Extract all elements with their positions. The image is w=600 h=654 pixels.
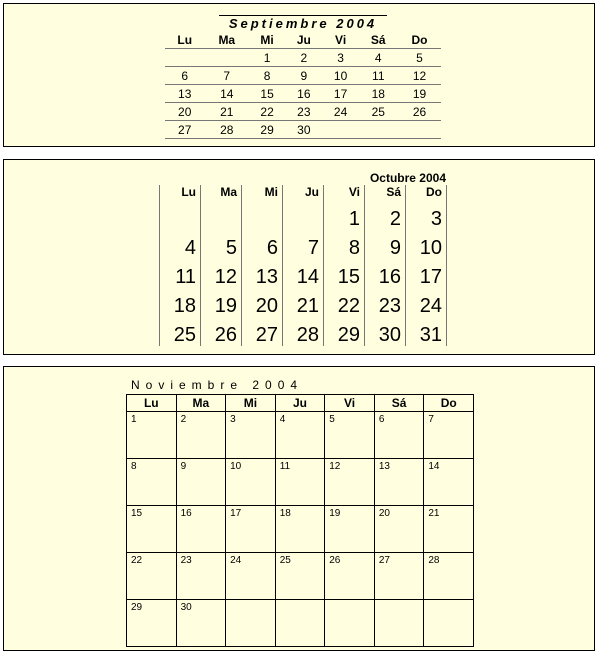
day-cell (325, 600, 375, 647)
day-cell: 29 (127, 600, 177, 647)
day-cell: 16 (285, 85, 323, 103)
weekday-header: Vi (335, 33, 347, 47)
week-row (165, 67, 441, 85)
day-cell: 26 (201, 317, 242, 346)
day-cell: 17 (226, 506, 276, 553)
day-cell: 17 (323, 85, 359, 103)
day-cell: 2 (285, 49, 323, 67)
calendar-title: Octubre 2004 (369, 171, 446, 185)
week-row (127, 412, 474, 459)
day-cell: 20 (374, 506, 424, 553)
day-cell: 9 (285, 67, 323, 85)
day-cell: 27 (242, 317, 283, 346)
day-cell: 22 (127, 553, 177, 600)
day-cell: 7 (283, 230, 324, 259)
day-cell: 21 (204, 103, 249, 121)
calendar-panel-september (3, 3, 595, 147)
day-cell: 30 (285, 121, 323, 139)
weekday-header: Do (424, 395, 474, 412)
day-cell: 6 (374, 412, 424, 459)
day-cell: 10 (323, 67, 359, 85)
day-cell: 19 (201, 288, 242, 317)
week-row (127, 600, 474, 647)
week-row (165, 49, 441, 67)
day-cell: 28 (283, 317, 324, 346)
calendar-title: Septiembre 2004 (219, 15, 387, 32)
day-cell: 1 (127, 412, 177, 459)
weekday-header: Ju (283, 185, 324, 201)
weekday-header: Vi (324, 185, 365, 201)
calendar-panel-november (3, 366, 595, 651)
day-cell: 11 (160, 259, 201, 288)
day-cell: 27 (165, 121, 204, 139)
day-cell: 4 (160, 230, 201, 259)
day-cell (323, 121, 359, 139)
day-cell (204, 49, 249, 67)
week-row (160, 259, 447, 288)
week-row (160, 230, 447, 259)
day-cell: 8 (249, 67, 285, 85)
day-cell: 23 (365, 288, 406, 317)
day-cell: 3 (226, 412, 276, 459)
calendar-grid (165, 32, 441, 139)
weekday-header: Lu (177, 33, 193, 47)
week-row (160, 201, 447, 230)
week-row (165, 103, 441, 121)
weekday-header: Do (411, 33, 428, 47)
day-cell: 28 (204, 121, 249, 139)
day-cell: 14 (424, 459, 474, 506)
weekday-header: Ma (218, 33, 236, 47)
day-cell: 25 (275, 553, 325, 600)
day-cell (226, 600, 276, 647)
weekday-header: Ma (201, 185, 242, 201)
day-cell: 15 (324, 259, 365, 288)
week-row (127, 506, 474, 553)
day-cell (275, 600, 325, 647)
day-cell: 12 (325, 459, 375, 506)
day-cell: 19 (398, 85, 441, 103)
day-cell: 21 (283, 288, 324, 317)
weekday-header: Mi (260, 33, 274, 47)
day-cell: 12 (398, 67, 441, 85)
day-cell: 25 (160, 317, 201, 346)
day-cell: 14 (204, 85, 249, 103)
week-row (165, 121, 441, 139)
weekday-header: Sá (370, 33, 386, 47)
day-cell: 11 (275, 459, 325, 506)
day-cell: 3 (406, 201, 447, 230)
day-cell: 26 (398, 103, 441, 121)
calendar-october (159, 171, 447, 346)
day-cell: 23 (176, 553, 226, 600)
weekday-header: Do (406, 185, 447, 201)
day-cell: 6 (165, 67, 204, 85)
day-cell: 13 (242, 259, 283, 288)
weekday-header: Sá (365, 185, 406, 201)
day-cell: 5 (201, 230, 242, 259)
day-cell: 22 (249, 103, 285, 121)
day-cell: 9 (176, 459, 226, 506)
day-cell: 20 (165, 103, 204, 121)
day-cell: 8 (324, 230, 365, 259)
day-cell: 3 (323, 49, 359, 67)
day-cell: 9 (365, 230, 406, 259)
day-cell: 28 (424, 553, 474, 600)
day-cell: 1 (324, 201, 365, 230)
calendar-panel-october (3, 159, 595, 355)
day-cell: 30 (365, 317, 406, 346)
day-cell: 10 (226, 459, 276, 506)
day-cell (374, 600, 424, 647)
day-cell: 30 (176, 600, 226, 647)
day-cell: 29 (324, 317, 365, 346)
weekday-header: Lu (127, 395, 177, 412)
weekday-header: Ju (275, 395, 325, 412)
weekday-header: Ju (296, 33, 311, 47)
weekday-header: Mi (226, 395, 276, 412)
day-cell: 15 (127, 506, 177, 553)
day-cell: 24 (323, 103, 359, 121)
calendar-september (165, 15, 441, 139)
day-cell: 27 (374, 553, 424, 600)
weekday-header: Vi (325, 395, 375, 412)
day-cell: 20 (242, 288, 283, 317)
week-row (127, 553, 474, 600)
weekday-header: Mi (242, 185, 283, 201)
day-cell (160, 201, 201, 230)
day-cell: 29 (249, 121, 285, 139)
weekday-header: Ma (176, 395, 226, 412)
day-cell: 23 (285, 103, 323, 121)
calendar-grid (159, 185, 447, 346)
day-cell: 13 (374, 459, 424, 506)
day-cell: 16 (365, 259, 406, 288)
week-row (160, 317, 447, 346)
day-cell: 10 (406, 230, 447, 259)
day-cell: 17 (406, 259, 447, 288)
day-cell: 8 (127, 459, 177, 506)
day-cell: 22 (324, 288, 365, 317)
day-cell: 31 (406, 317, 447, 346)
day-cell: 19 (325, 506, 375, 553)
day-cell: 2 (365, 201, 406, 230)
day-cell: 1 (249, 49, 285, 67)
day-cell: 24 (226, 553, 276, 600)
day-cell: 26 (325, 553, 375, 600)
day-cell: 7 (204, 67, 249, 85)
day-cell (242, 201, 283, 230)
weekday-header: Lu (160, 185, 201, 201)
day-cell: 21 (424, 506, 474, 553)
day-cell (201, 201, 242, 230)
week-row (127, 459, 474, 506)
day-cell (398, 121, 441, 139)
day-cell: 6 (242, 230, 283, 259)
day-cell: 18 (160, 288, 201, 317)
day-cell: 18 (275, 506, 325, 553)
day-cell (424, 600, 474, 647)
day-cell: 24 (406, 288, 447, 317)
day-cell: 14 (283, 259, 324, 288)
calendar-grid (126, 394, 474, 647)
calendar-november (126, 377, 476, 647)
calendar-title: Noviembre 2004 (131, 378, 304, 392)
day-cell: 7 (424, 412, 474, 459)
week-row (160, 288, 447, 317)
day-cell (283, 201, 324, 230)
day-cell (359, 121, 398, 139)
day-cell: 18 (359, 85, 398, 103)
day-cell: 5 (398, 49, 441, 67)
day-cell: 2 (176, 412, 226, 459)
weekday-header: Sá (374, 395, 424, 412)
day-cell: 25 (359, 103, 398, 121)
week-row (165, 85, 441, 103)
day-cell: 16 (176, 506, 226, 553)
day-cell (165, 49, 204, 67)
day-cell: 13 (165, 85, 204, 103)
day-cell: 11 (359, 67, 398, 85)
day-cell: 12 (201, 259, 242, 288)
day-cell: 4 (359, 49, 398, 67)
day-cell: 15 (249, 85, 285, 103)
day-cell: 5 (325, 412, 375, 459)
day-cell: 4 (275, 412, 325, 459)
